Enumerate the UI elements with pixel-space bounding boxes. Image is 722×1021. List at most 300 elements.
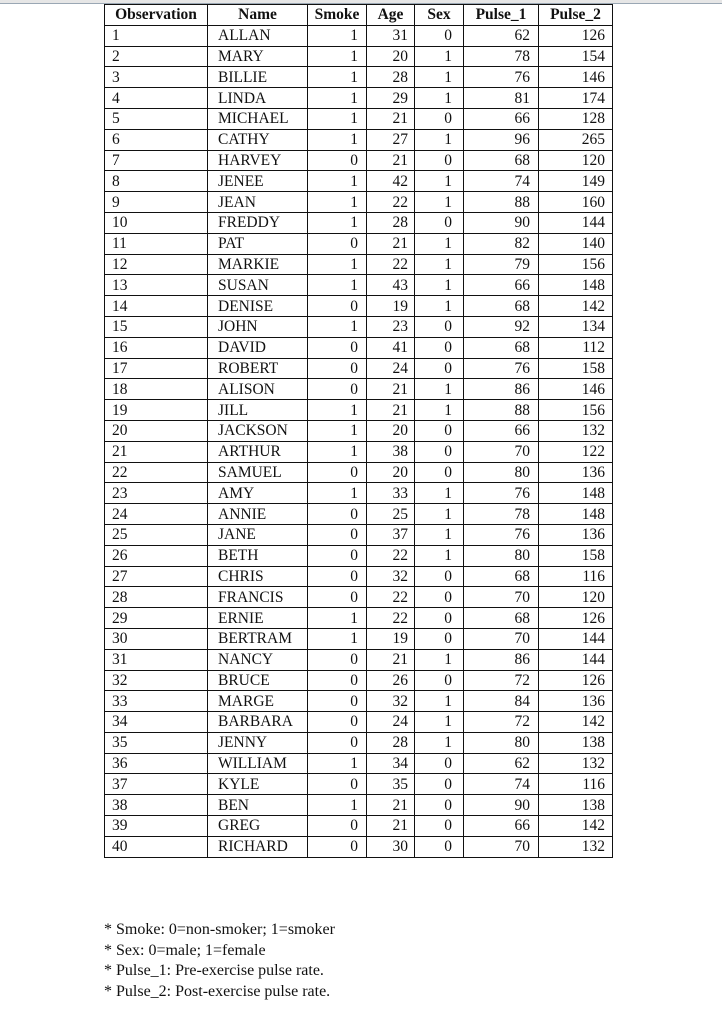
pulse-1-cell: 88 [464,192,539,213]
smoke-cell: 0 [308,649,367,670]
pulse-1-cell: 76 [464,358,539,379]
observation-cell: 21 [105,441,208,462]
observation-cell: 19 [105,400,208,421]
table-row [105,566,613,587]
pulse-2-cell: 265 [539,129,613,150]
table-row [105,753,613,774]
name-cell: BERTRAM [208,628,308,649]
pulse-2-cell: 142 [539,296,613,317]
name-cell: PAT [208,233,308,254]
pulse-1-cell: 70 [464,587,539,608]
name-cell: CHRIS [208,566,308,587]
table-row [105,587,613,608]
observation-cell: 13 [105,275,208,296]
smoke-cell: 0 [308,296,367,317]
pulse-2-cell: 132 [539,753,613,774]
table-row [105,628,613,649]
observation-cell: 20 [105,420,208,441]
observation-cell: 25 [105,524,208,545]
pulse-1-cell: 78 [464,46,539,67]
smoke-cell: 0 [308,587,367,608]
table-row [105,795,613,816]
table-row [105,88,613,109]
sex-cell: 0 [415,150,464,171]
observation-cell: 10 [105,212,208,233]
column-header-age: Age [367,5,415,26]
name-cell: DENISE [208,296,308,317]
pulse-1-cell: 66 [464,420,539,441]
footnote-item: * Pulse_2: Post-exercise pulse rate. [104,982,331,1000]
age-cell: 35 [367,774,415,795]
age-cell: 22 [367,254,415,275]
table-row [105,67,613,88]
pulse-data-table [104,4,613,858]
pulse-1-cell: 82 [464,233,539,254]
table-row [105,462,613,483]
sex-cell: 0 [415,566,464,587]
sex-cell: 1 [415,712,464,733]
smoke-cell: 1 [308,795,367,816]
smoke-cell: 1 [308,275,367,296]
name-cell: AMY [208,483,308,504]
observation-cell: 33 [105,691,208,712]
age-cell: 21 [367,108,415,129]
age-cell: 25 [367,504,415,525]
observation-cell: 39 [105,816,208,837]
pulse-1-cell: 62 [464,25,539,46]
pulse-1-cell: 68 [464,566,539,587]
age-cell: 21 [367,150,415,171]
pulse-2-cell: 148 [539,275,613,296]
table-row [105,46,613,67]
pulse-1-cell: 78 [464,504,539,525]
sex-cell: 1 [415,379,464,400]
smoke-cell: 0 [308,233,367,254]
sex-cell: 0 [415,462,464,483]
pulse-2-cell: 144 [539,628,613,649]
table-row [105,171,613,192]
name-cell: JOHN [208,316,308,337]
table-row [105,129,613,150]
name-cell: LINDA [208,88,308,109]
sex-cell: 0 [415,836,464,857]
observation-cell: 29 [105,608,208,629]
sex-cell: 0 [415,25,464,46]
pulse-2-cell: 138 [539,732,613,753]
sex-cell: 1 [415,504,464,525]
sex-cell: 0 [415,816,464,837]
smoke-cell: 1 [308,88,367,109]
column-header-name: Name [208,5,308,26]
smoke-cell: 1 [308,753,367,774]
sex-cell: 1 [415,296,464,317]
table-row [105,504,613,525]
pulse-1-cell: 62 [464,753,539,774]
pulse-2-cell: 126 [539,25,613,46]
observation-cell: 22 [105,462,208,483]
name-cell: BEN [208,795,308,816]
sex-cell: 1 [415,545,464,566]
name-cell: ALISON [208,379,308,400]
pulse-2-cell: 148 [539,504,613,525]
pulse-1-cell: 79 [464,254,539,275]
column-header-smoke: Smoke [308,5,367,26]
pulse-2-cell: 120 [539,150,613,171]
name-cell: FREDDY [208,212,308,233]
table-row [105,670,613,691]
sex-cell: 1 [415,691,464,712]
age-cell: 21 [367,400,415,421]
pulse-2-cell: 136 [539,691,613,712]
smoke-cell: 0 [308,816,367,837]
pulse-1-cell: 76 [464,483,539,504]
pulse-1-cell: 70 [464,836,539,857]
pulse-1-cell: 70 [464,441,539,462]
table-row [105,545,613,566]
age-cell: 22 [367,545,415,566]
sex-cell: 0 [415,441,464,462]
pulse-2-cell: 112 [539,337,613,358]
pulse-1-cell: 90 [464,212,539,233]
pulse-1-cell: 84 [464,691,539,712]
table-row [105,275,613,296]
name-cell: JANE [208,524,308,545]
pulse-2-cell: 146 [539,379,613,400]
age-cell: 21 [367,233,415,254]
pulse-1-cell: 80 [464,545,539,566]
age-cell: 24 [367,712,415,733]
pulse-2-cell: 126 [539,608,613,629]
pulse-2-cell: 174 [539,88,613,109]
smoke-cell: 0 [308,545,367,566]
pulse-1-cell: 74 [464,171,539,192]
pulse-2-cell: 156 [539,254,613,275]
pulse-1-cell: 74 [464,774,539,795]
smoke-cell: 0 [308,836,367,857]
name-cell: ALLAN [208,25,308,46]
age-cell: 22 [367,192,415,213]
table-row [105,774,613,795]
name-cell: JILL [208,400,308,421]
smoke-cell: 0 [308,150,367,171]
smoke-cell: 1 [308,108,367,129]
sex-cell: 0 [415,628,464,649]
name-cell: SAMUEL [208,462,308,483]
table-row [105,441,613,462]
smoke-cell: 0 [308,732,367,753]
age-cell: 27 [367,129,415,150]
sex-cell: 0 [415,316,464,337]
pulse-2-cell: 160 [539,192,613,213]
smoke-cell: 0 [308,566,367,587]
age-cell: 32 [367,691,415,712]
observation-cell: 18 [105,379,208,400]
age-cell: 23 [367,316,415,337]
observation-cell: 16 [105,337,208,358]
pulse-2-cell: 132 [539,836,613,857]
table-row [105,337,613,358]
sex-cell: 1 [415,171,464,192]
age-cell: 19 [367,296,415,317]
sex-cell: 1 [415,254,464,275]
age-cell: 31 [367,25,415,46]
pulse-1-cell: 70 [464,628,539,649]
age-cell: 30 [367,836,415,857]
age-cell: 21 [367,649,415,670]
age-cell: 24 [367,358,415,379]
table-row [105,25,613,46]
name-cell: KYLE [208,774,308,795]
age-cell: 22 [367,608,415,629]
observation-cell: 36 [105,753,208,774]
sex-cell: 0 [415,608,464,629]
name-cell: JENEE [208,171,308,192]
footnote-item: * Pulse_1: Pre-exercise pulse rate. [104,962,324,979]
sex-cell: 0 [415,212,464,233]
pulse-1-cell: 92 [464,316,539,337]
table-row [105,691,613,712]
pulse-2-cell: 149 [539,171,613,192]
observation-cell: 15 [105,316,208,337]
observation-cell: 11 [105,233,208,254]
age-cell: 38 [367,441,415,462]
age-cell: 21 [367,816,415,837]
name-cell: BRUCE [208,670,308,691]
smoke-cell: 0 [308,337,367,358]
age-cell: 19 [367,628,415,649]
sex-cell: 1 [415,129,464,150]
column-header-pulse-1: Pulse_1 [464,5,539,26]
observation-cell: 30 [105,628,208,649]
sex-cell: 1 [415,400,464,421]
observation-cell: 9 [105,192,208,213]
observation-cell: 14 [105,296,208,317]
name-cell: MARGE [208,691,308,712]
age-cell: 20 [367,46,415,67]
pulse-2-cell: 154 [539,46,613,67]
observation-cell: 27 [105,566,208,587]
smoke-cell: 1 [308,67,367,88]
name-cell: WILLIAM [208,753,308,774]
name-cell: JEAN [208,192,308,213]
smoke-cell: 1 [308,254,367,275]
age-cell: 28 [367,212,415,233]
pulse-1-cell: 68 [464,337,539,358]
smoke-cell: 1 [308,483,367,504]
smoke-cell: 0 [308,691,367,712]
age-cell: 32 [367,566,415,587]
sex-cell: 0 [415,670,464,691]
table-row [105,254,613,275]
pulse-2-cell: 144 [539,212,613,233]
name-cell: MICHAEL [208,108,308,129]
observation-cell: 28 [105,587,208,608]
pulse-1-cell: 68 [464,150,539,171]
age-cell: 28 [367,67,415,88]
pulse-1-cell: 86 [464,649,539,670]
pulse-1-cell: 76 [464,524,539,545]
pulse-1-cell: 68 [464,608,539,629]
pulse-1-cell: 76 [464,67,539,88]
table-row [105,233,613,254]
age-cell: 34 [367,753,415,774]
name-cell: ROBERT [208,358,308,379]
table-row [105,608,613,629]
smoke-cell: 0 [308,712,367,733]
table-row [105,192,613,213]
observation-cell: 17 [105,358,208,379]
table-row [105,108,613,129]
age-cell: 22 [367,587,415,608]
pulse-1-cell: 86 [464,379,539,400]
name-cell: ERNIE [208,608,308,629]
name-cell: ARTHUR [208,441,308,462]
smoke-cell: 0 [308,358,367,379]
table-row [105,296,613,317]
observation-cell: 1 [105,25,208,46]
table-row [105,150,613,171]
pulse-2-cell: 120 [539,587,613,608]
pulse-2-cell: 116 [539,774,613,795]
pulse-2-cell: 126 [539,670,613,691]
sex-cell: 0 [415,420,464,441]
name-cell: JACKSON [208,420,308,441]
table-body [105,25,613,857]
pulse-2-cell: 128 [539,108,613,129]
observation-cell: 2 [105,46,208,67]
table-row [105,524,613,545]
pulse-2-cell: 138 [539,795,613,816]
table-row [105,212,613,233]
pulse-1-cell: 80 [464,732,539,753]
name-cell: MARY [208,46,308,67]
sex-cell: 0 [415,108,464,129]
footnotes [104,920,335,1002]
sex-cell: 1 [415,732,464,753]
smoke-cell: 0 [308,462,367,483]
pulse-2-cell: 140 [539,233,613,254]
pulse-1-cell: 72 [464,712,539,733]
table-row [105,816,613,837]
column-header-sex: Sex [415,5,464,26]
age-cell: 33 [367,483,415,504]
table-row [105,316,613,337]
name-cell: BETH [208,545,308,566]
age-cell: 20 [367,462,415,483]
age-cell: 37 [367,524,415,545]
table-row [105,483,613,504]
name-cell: JENNY [208,732,308,753]
smoke-cell: 0 [308,670,367,691]
table-row [105,400,613,421]
sex-cell: 1 [415,649,464,670]
smoke-cell: 0 [308,774,367,795]
age-cell: 26 [367,670,415,691]
name-cell: GREG [208,816,308,837]
pulse-2-cell: 158 [539,358,613,379]
name-cell: FRANCIS [208,587,308,608]
observation-cell: 40 [105,836,208,857]
age-cell: 28 [367,732,415,753]
observation-cell: 6 [105,129,208,150]
table-row [105,420,613,441]
age-cell: 20 [367,420,415,441]
table-row [105,712,613,733]
name-cell: CATHY [208,129,308,150]
sex-cell: 1 [415,192,464,213]
smoke-cell: 1 [308,420,367,441]
age-cell: 42 [367,171,415,192]
pulse-1-cell: 81 [464,88,539,109]
observation-cell: 26 [105,545,208,566]
pulse-1-cell: 96 [464,129,539,150]
smoke-cell: 1 [308,316,367,337]
observation-cell: 35 [105,732,208,753]
table-header-row [105,5,613,26]
sex-cell: 1 [415,88,464,109]
smoke-cell: 1 [308,25,367,46]
sex-cell: 0 [415,774,464,795]
observation-cell: 24 [105,504,208,525]
smoke-cell: 1 [308,628,367,649]
smoke-cell: 1 [308,441,367,462]
age-cell: 21 [367,795,415,816]
observation-cell: 32 [105,670,208,691]
smoke-cell: 1 [308,608,367,629]
pulse-1-cell: 66 [464,108,539,129]
footnote-item: * Sex: 0=male; 1=female [104,941,266,959]
pulse-2-cell: 142 [539,816,613,837]
pulse-1-cell: 68 [464,296,539,317]
smoke-cell: 1 [308,129,367,150]
name-cell: RICHARD [208,836,308,857]
age-cell: 41 [367,337,415,358]
pulse-2-cell: 122 [539,441,613,462]
observation-cell: 37 [105,774,208,795]
name-cell: SUSAN [208,275,308,296]
sex-cell: 0 [415,795,464,816]
sex-cell: 1 [415,483,464,504]
observation-cell: 8 [105,171,208,192]
pulse-2-cell: 134 [539,316,613,337]
smoke-cell: 1 [308,212,367,233]
table-row [105,836,613,857]
sex-cell: 0 [415,358,464,379]
observation-cell: 12 [105,254,208,275]
pulse-2-cell: 136 [539,524,613,545]
name-cell: BILLIE [208,67,308,88]
smoke-cell: 1 [308,171,367,192]
table-row [105,379,613,400]
column-header-pulse-2: Pulse_2 [539,5,613,26]
name-cell: HARVEY [208,150,308,171]
observation-cell: 7 [105,150,208,171]
sex-cell: 0 [415,337,464,358]
smoke-cell: 0 [308,524,367,545]
name-cell: BARBARA [208,712,308,733]
pulse-2-cell: 156 [539,400,613,421]
name-cell: DAVID [208,337,308,358]
name-cell: NANCY [208,649,308,670]
name-cell: ANNIE [208,504,308,525]
age-cell: 43 [367,275,415,296]
observation-cell: 38 [105,795,208,816]
sex-cell: 1 [415,46,464,67]
name-cell: MARKIE [208,254,308,275]
sex-cell: 0 [415,753,464,774]
sex-cell: 1 [415,67,464,88]
sex-cell: 1 [415,524,464,545]
